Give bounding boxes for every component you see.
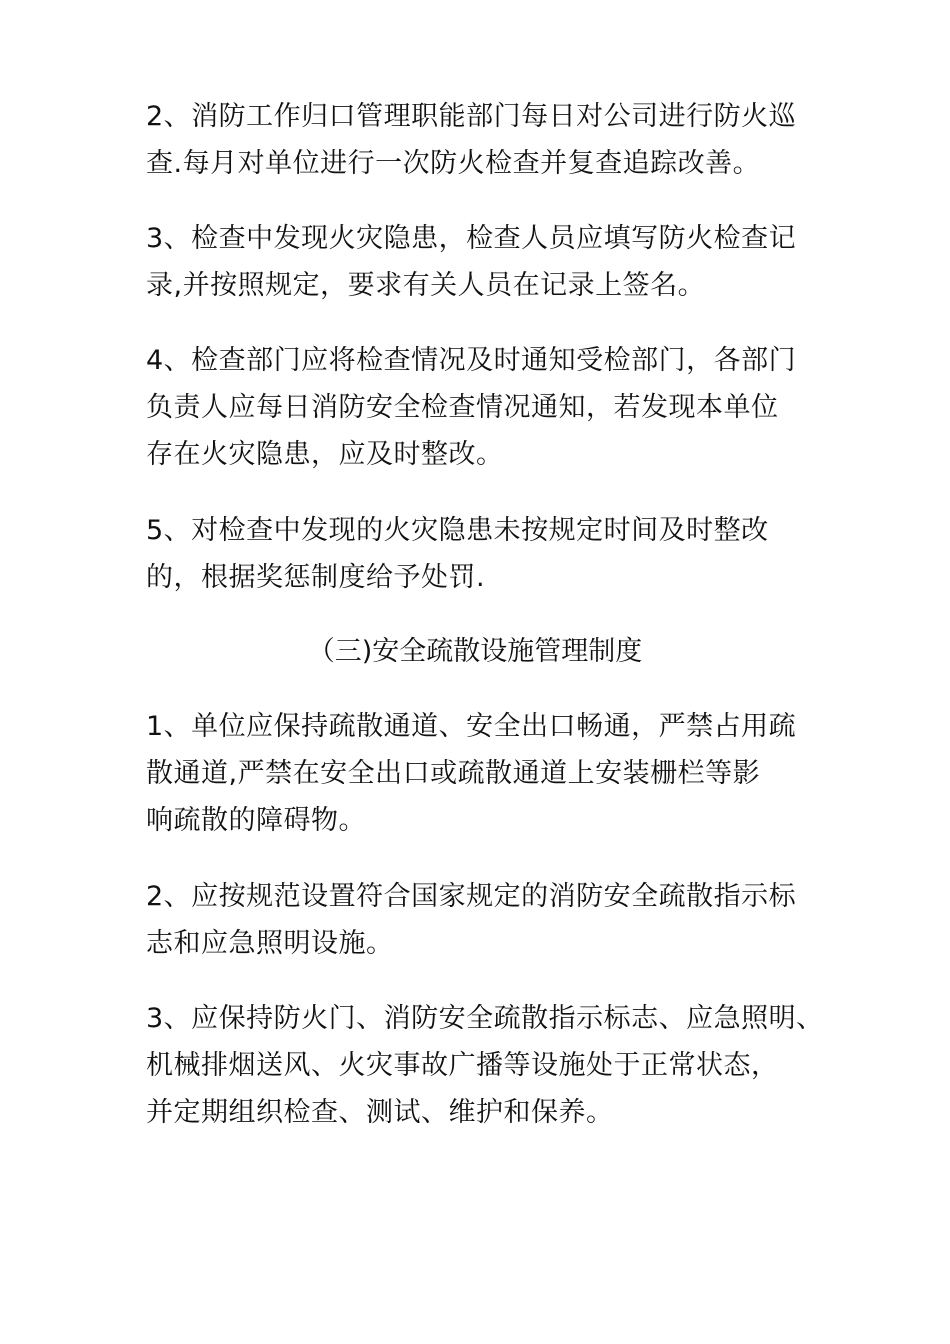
section-paragraph-item-1	[146, 703, 814, 844]
paragraph-line: 5、对检查中发现的火灾隐患未按规定时间及时整改	[146, 515, 769, 546]
paragraph-line: 4、检查部门应将检查情况及时通知受检部门，各部门	[146, 345, 797, 376]
paragraph-line: 1、单位应保持疏散通道、安全出口畅通，严禁占用疏	[146, 711, 797, 742]
paragraph-line: 机械排烟送风、火灾事故广播等设施处于正常状态，	[146, 1050, 779, 1081]
paragraph-line: 录,并按照规定，要求有关人员在记录上签名。	[146, 270, 706, 301]
paragraph-item-3	[146, 215, 814, 309]
paragraph-line: 3、检查中发现火灾隐患，检查人员应填写防火检查记	[146, 223, 797, 254]
paragraph-line: 志和应急照明设施。	[146, 928, 394, 959]
paragraph-item-4	[146, 337, 814, 478]
paragraph-item-5	[146, 507, 814, 601]
paragraph-line: 的，根据奖惩制度给予处罚.	[146, 562, 486, 593]
paragraph-line: 散通道,严禁在安全出口或疏散通道上安装栅栏等影	[146, 758, 761, 789]
paragraph-line: 负责人应每日消防安全检查情况通知，若发现本单位	[146, 392, 779, 423]
paragraph-line: 响疏散的障碍物。	[146, 805, 366, 836]
section-paragraph-item-2	[146, 873, 814, 967]
paragraph-item-2	[146, 93, 814, 187]
paragraph-line: 3、应保持防火门、消防安全疏散指示标志、应急照明、	[146, 1003, 824, 1034]
section-paragraph-item-3	[146, 995, 824, 1136]
paragraph-line: 查.每月对单位进行一次防火检查并复查追踪改善。	[146, 148, 761, 179]
paragraph-line: 2、应按规范设置符合国家规定的消防安全疏散指示标	[146, 881, 797, 912]
paragraph-line: 存在火灾隐患，应及时整改。	[146, 439, 504, 470]
paragraph-line: 并定期组织检查、测试、维护和保养。	[146, 1097, 614, 1128]
paragraph-line: 2、消防工作归口管理职能部门每日对公司进行防火巡	[146, 101, 797, 132]
section-heading: （三)安全疏散设施管理制度	[307, 636, 643, 667]
